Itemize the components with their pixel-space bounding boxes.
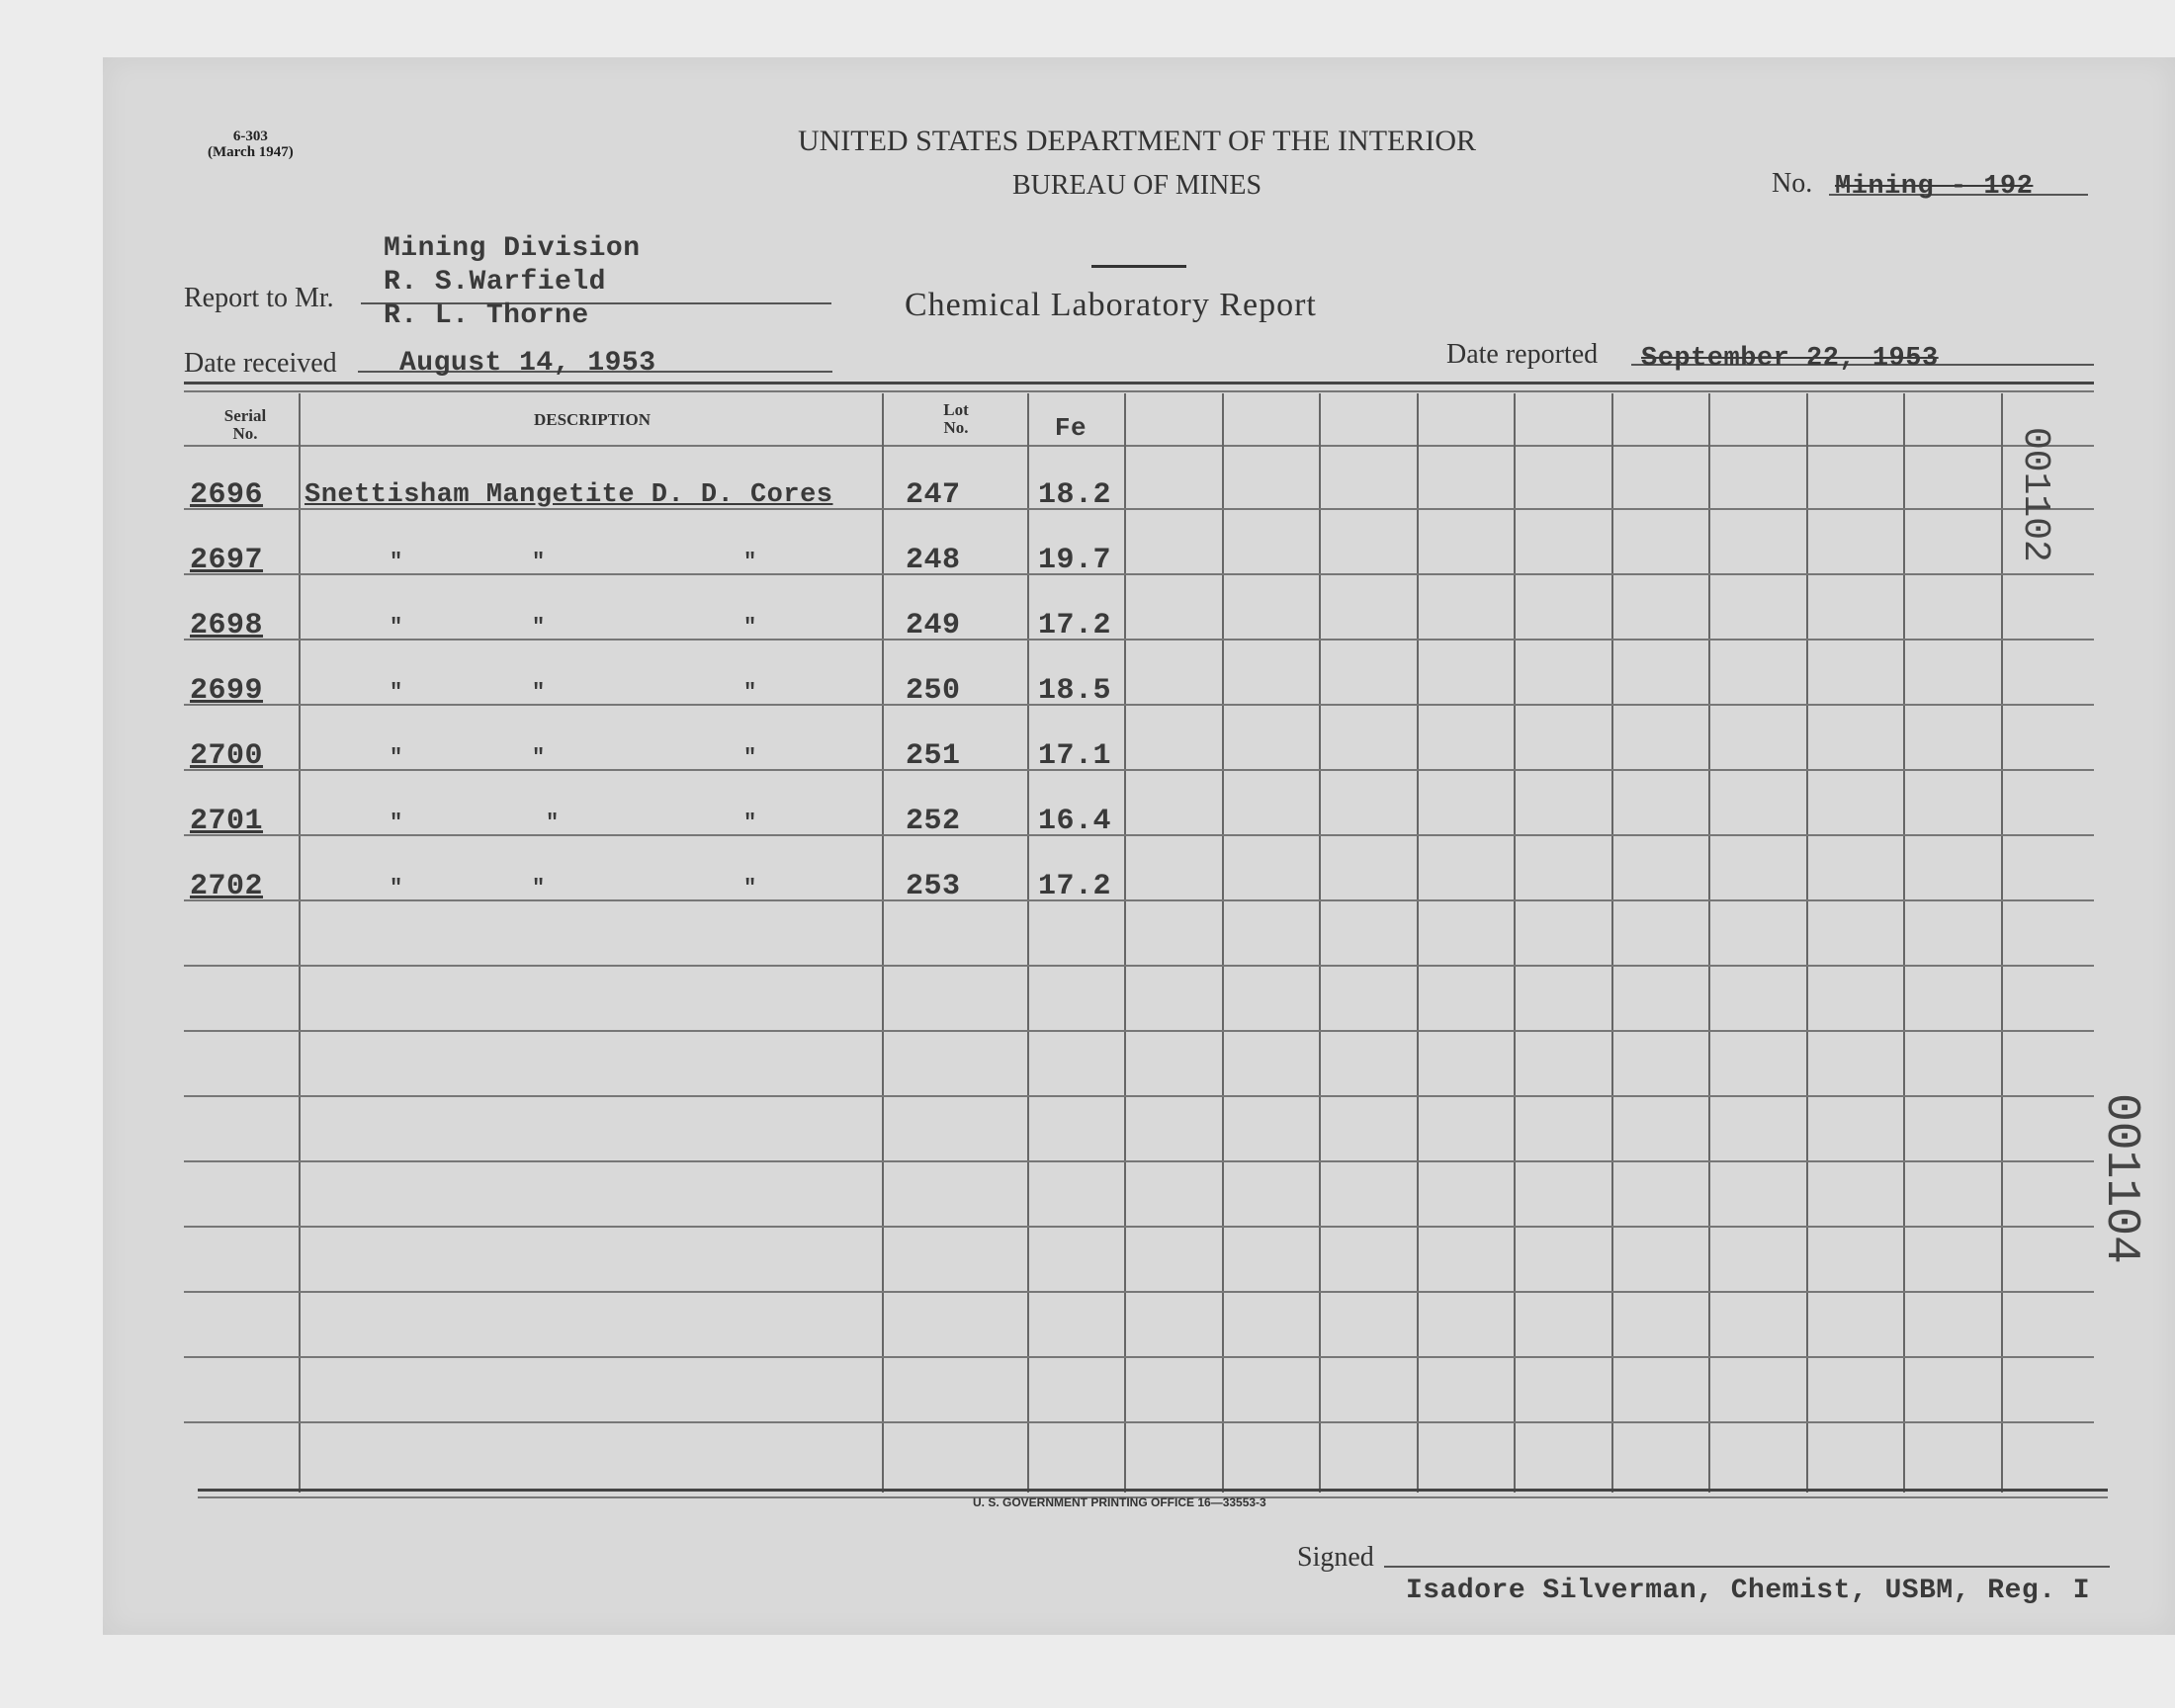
ditto-mark: " <box>532 680 546 705</box>
table-bottom-rule <box>198 1489 2108 1492</box>
row-line <box>184 639 2094 640</box>
ditto-mark: " <box>743 745 757 770</box>
report-to-label: Report to Mr. <box>184 283 334 313</box>
date-reported-label: Date reported <box>1446 339 1599 370</box>
column-line <box>1514 393 1516 1493</box>
lot-cell: 251 <box>906 739 961 773</box>
ditto-mark: " <box>390 615 403 640</box>
fe-cell: 18.2 <box>1038 478 1112 512</box>
table-top-rule <box>184 382 2094 384</box>
signed-label: Signed <box>1297 1542 1374 1573</box>
ditto-mark: " <box>743 615 757 640</box>
row-line <box>184 1291 2094 1293</box>
ditto-mark: " <box>743 811 757 835</box>
column-line <box>882 393 884 1493</box>
serial-cell: 2697 <box>190 544 264 577</box>
ditto-mark: " <box>743 550 757 574</box>
fe-cell: 17.2 <box>1038 609 1112 642</box>
row-line <box>184 769 2094 771</box>
header-description: DESCRIPTION <box>533 410 652 429</box>
recipient-line-2: R. S.Warfield <box>384 267 606 298</box>
lot-cell: 247 <box>906 478 961 512</box>
table-top-rule-inner <box>184 390 2094 392</box>
column-line <box>1903 393 1905 1493</box>
department-heading: UNITED STATES DEPARTMENT OF THE INTERIOR <box>797 125 1477 157</box>
report-title: Chemical Laboratory Report <box>905 287 1317 323</box>
row-line <box>184 1356 2094 1358</box>
header-serial-line2: No. <box>232 424 258 443</box>
bureau-heading: BUREAU OF MINES <box>1011 170 1262 201</box>
column-line <box>1319 393 1321 1493</box>
column-line <box>2001 393 2003 1493</box>
form-edition: (March 1947) <box>208 144 294 160</box>
fe-cell: 16.4 <box>1038 805 1112 838</box>
description-cell: Snettisham Mangetite D. D. Cores <box>304 480 833 510</box>
report-no-value: Mining - 192 <box>1835 172 2034 202</box>
header-lot-line1: Lot <box>943 400 969 419</box>
row-line <box>184 1160 2094 1162</box>
serial-cell: 2699 <box>190 674 264 708</box>
ditto-mark: " <box>743 876 757 900</box>
column-line <box>1806 393 1808 1493</box>
row-line <box>184 1421 2094 1423</box>
lot-cell: 253 <box>906 870 961 903</box>
column-line <box>299 393 301 1493</box>
lot-cell: 252 <box>906 805 961 838</box>
title-rule <box>1091 265 1186 268</box>
serial-cell: 2701 <box>190 805 264 838</box>
ditto-mark: " <box>532 550 546 574</box>
form-number-code: 6-303 <box>232 128 268 144</box>
fe-cell: 18.5 <box>1038 674 1112 708</box>
header-serial-line1: Serial <box>223 406 267 425</box>
ditto-mark: " <box>532 745 546 770</box>
ditto-mark: " <box>390 550 403 574</box>
lot-cell: 248 <box>906 544 961 577</box>
row-line <box>184 834 2094 836</box>
side-number-stamp-top: 001102 <box>2014 427 2056 562</box>
printing-office-note: U. S. GOVERNMENT PRINTING OFFICE 16—33553-3 <box>973 1495 1266 1509</box>
ditto-mark: " <box>390 876 403 900</box>
column-line <box>1611 393 1613 1493</box>
ditto-mark: " <box>390 811 403 835</box>
header-fe: Fe <box>1054 413 1088 443</box>
date-received-label: Date received <box>184 348 337 379</box>
row-line <box>184 704 2094 706</box>
report-no-label: No. <box>1772 168 1813 199</box>
column-line <box>1027 393 1029 1493</box>
serial-cell: 2696 <box>190 478 264 512</box>
ditto-mark: " <box>532 876 546 900</box>
header-lot <box>884 401 1028 437</box>
ditto-mark: " <box>390 745 403 770</box>
fe-cell: 17.1 <box>1038 739 1112 773</box>
row-line <box>184 1226 2094 1228</box>
ditto-mark: " <box>532 615 546 640</box>
ditto-mark: " <box>743 680 757 705</box>
header-serial <box>186 407 304 443</box>
serial-cell: 2702 <box>190 870 264 903</box>
column-line <box>1222 393 1224 1493</box>
side-number-stamp-bottom: 001104 <box>2094 1093 2147 1264</box>
date-received-value: August 14, 1953 <box>399 348 656 379</box>
column-line <box>1708 393 1710 1493</box>
row-line <box>184 965 2094 967</box>
row-line <box>184 899 2094 901</box>
lot-cell: 250 <box>906 674 961 708</box>
ditto-mark: " <box>390 680 403 705</box>
column-line <box>1124 393 1126 1493</box>
signature-line <box>1384 1566 2110 1568</box>
serial-cell: 2698 <box>190 609 264 642</box>
fe-cell: 17.2 <box>1038 870 1112 903</box>
signature-value: Isadore Silverman, Chemist, USBM, Reg. I <box>1406 1576 2091 1606</box>
column-line <box>1417 393 1419 1493</box>
header-lot-line2: No. <box>943 418 969 437</box>
serial-cell: 2700 <box>190 739 264 773</box>
lot-cell: 249 <box>906 609 961 642</box>
recipient-line-3: R. L. Thorne <box>384 300 589 331</box>
date-reported-value: September 22, 1953 <box>1641 344 1939 374</box>
row-line <box>184 1095 2094 1097</box>
row-line <box>184 573 2094 575</box>
fe-cell: 19.7 <box>1038 544 1112 577</box>
ditto-mark: " <box>546 811 560 835</box>
recipient-line-1: Mining Division <box>384 233 641 264</box>
row-line <box>184 1030 2094 1032</box>
